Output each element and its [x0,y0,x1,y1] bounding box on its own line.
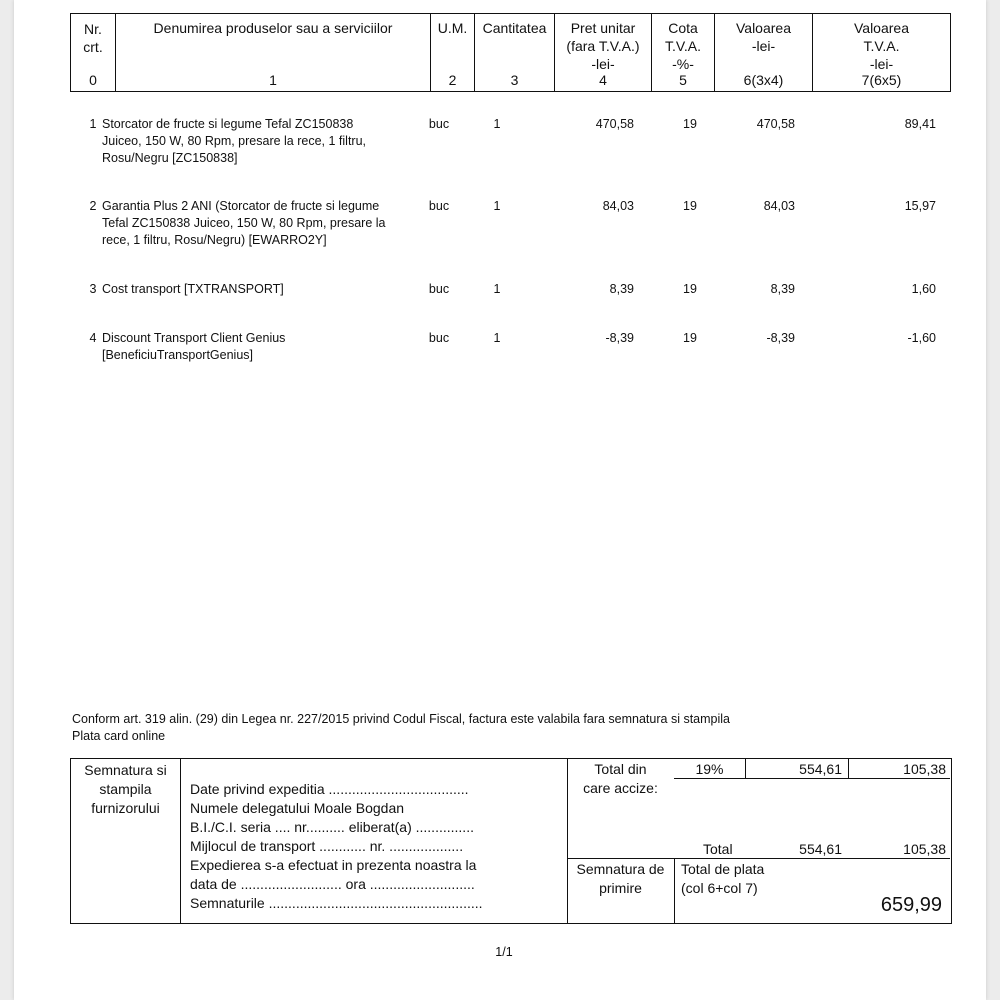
row-qty: 1 [493,117,501,131]
receiver-signature-label: Semnatura de primire [576,861,665,896]
col-vat-title: Valoarea T.V.A. -lei- [853,20,909,72]
col-price-number: 4 [599,72,607,88]
row-value: 8,39 [770,282,795,296]
col-vat-header [812,14,950,91]
col-qty-number: 3 [510,72,519,88]
row-unit-price: 8,39 [609,282,634,296]
row-qty: 1 [493,282,501,296]
col-qty-title: Cantitatea [482,20,547,36]
col-vat-number: 7(6x5) [861,72,902,88]
grand-total-label: Total de plata (col 6+col 7) [681,861,765,896]
col-name-header [115,14,430,91]
col-price-title: Pret unitar (fara T.V.A.) -lei- [566,20,640,72]
row-nr: 3 [89,282,97,296]
invoice-page [14,0,986,1000]
row-vat-rate: 19 [683,117,697,131]
row-vat-value: 15,97 [904,199,936,213]
row-nr: 1 [89,117,97,131]
supplier-signature-label: Semnatura si stampila furnizorului [84,762,167,816]
row-um: buc [428,199,450,213]
col-nr-header [71,14,115,91]
shipping-line: Semnaturile ....................................................... [190,895,483,911]
row-product-name: Cost transport [TXTRANSPORT] [102,282,284,296]
shipping-line: B.I./C.I. seria .... nr.......... eliberat(a) ............... [190,819,474,835]
shipping-line: data de .......................... ora ........................... [190,876,475,892]
shipping-line: Expedierea s-a efectuat in prezenta noastra la [190,857,477,873]
page-number: 1/1 [495,945,513,959]
row-vat-value: 1,60 [911,282,936,296]
row-value: 84,03 [763,199,795,213]
shipping-line: Date privind expeditia .................................... [190,781,469,797]
row-value: -8,39 [766,331,795,345]
invoice-footer [70,758,952,924]
col-nr-title: Nr. crt. [83,21,103,55]
row-qty: 1 [493,199,501,213]
col-value-title: Valoarea -lei- [735,20,791,54]
row-qty: 1 [493,331,501,345]
col-vatrate-title: Cota T.V.A. -%- [664,20,702,72]
col-um-number: 2 [448,72,457,88]
col-value-header [714,14,812,91]
row-vat-value: 89,41 [904,117,936,131]
shipping-line: Mijlocul de transport ............ nr. ................... [190,838,464,854]
items-table-header [70,13,951,92]
col-um-title: U.M. [437,20,468,36]
row-value: 470,58 [756,117,795,131]
row-nr: 2 [89,199,97,213]
col-qty-header [474,14,554,91]
rate-vat-cell: 105,38 [903,761,946,777]
row-um: buc [428,117,450,131]
col-vatrate-header [651,14,714,91]
total-value: 554,61 [799,841,842,857]
col-name-title: Denumirea produselor sau a serviciilor [153,20,393,36]
col-um-header [430,14,474,91]
row-nr: 4 [89,331,97,345]
row-product-name: Garantia Plus 2 ANI (Storcator de fructe si legume Tefal ZC150838 Juiceo, 150 W, 80 Rpm, presare la rece, 1 filtru, Rosu/Negru) [EWARRO2Y] [102,199,386,247]
col-value-number: 6(3x4) [743,72,784,88]
rate-value-cell: 554,61 [799,761,842,777]
row-unit-price: 470,58 [595,117,634,131]
col-vatrate-number: 5 [679,72,687,88]
total-excise-label: Total din care accize: [583,761,658,796]
row-um: buc [428,282,450,296]
row-vat-rate: 19 [683,331,697,345]
col-name-number: 1 [269,72,277,88]
total-label: Total [703,841,733,857]
payment-method: Plata card online [72,729,166,743]
col-price-header [554,14,651,91]
row-unit-price: 84,03 [602,199,634,213]
row-vat-rate: 19 [683,199,697,213]
row-vat-value: -1,60 [907,331,936,345]
row-unit-price: -8,39 [605,331,634,345]
col-nr-number: 0 [89,72,97,88]
row-product-name: Discount Transport Client Genius [BeneficiuTransportGenius] [102,331,286,362]
row-product-name: Storcator de fructe si legume Tefal ZC150838 Juiceo, 150 W, 80 Rpm, presare la rece, 1 filtru, Rosu/Negru [ZC150838] [102,117,367,165]
vat-rate-cell: 19% [695,761,724,777]
row-um: buc [428,331,450,345]
grand-total-value: 659,99 [880,894,942,916]
legal-note: Conform art. 319 alin. (29) din Legea nr. 227/2015 privind Codul Fiscal, factura este valabila fara semnatura si stampila [72,712,730,726]
row-vat-rate: 19 [683,282,697,296]
total-vat: 105,38 [903,841,946,857]
shipping-line: Numele delegatului Moale Bogdan [190,800,405,816]
